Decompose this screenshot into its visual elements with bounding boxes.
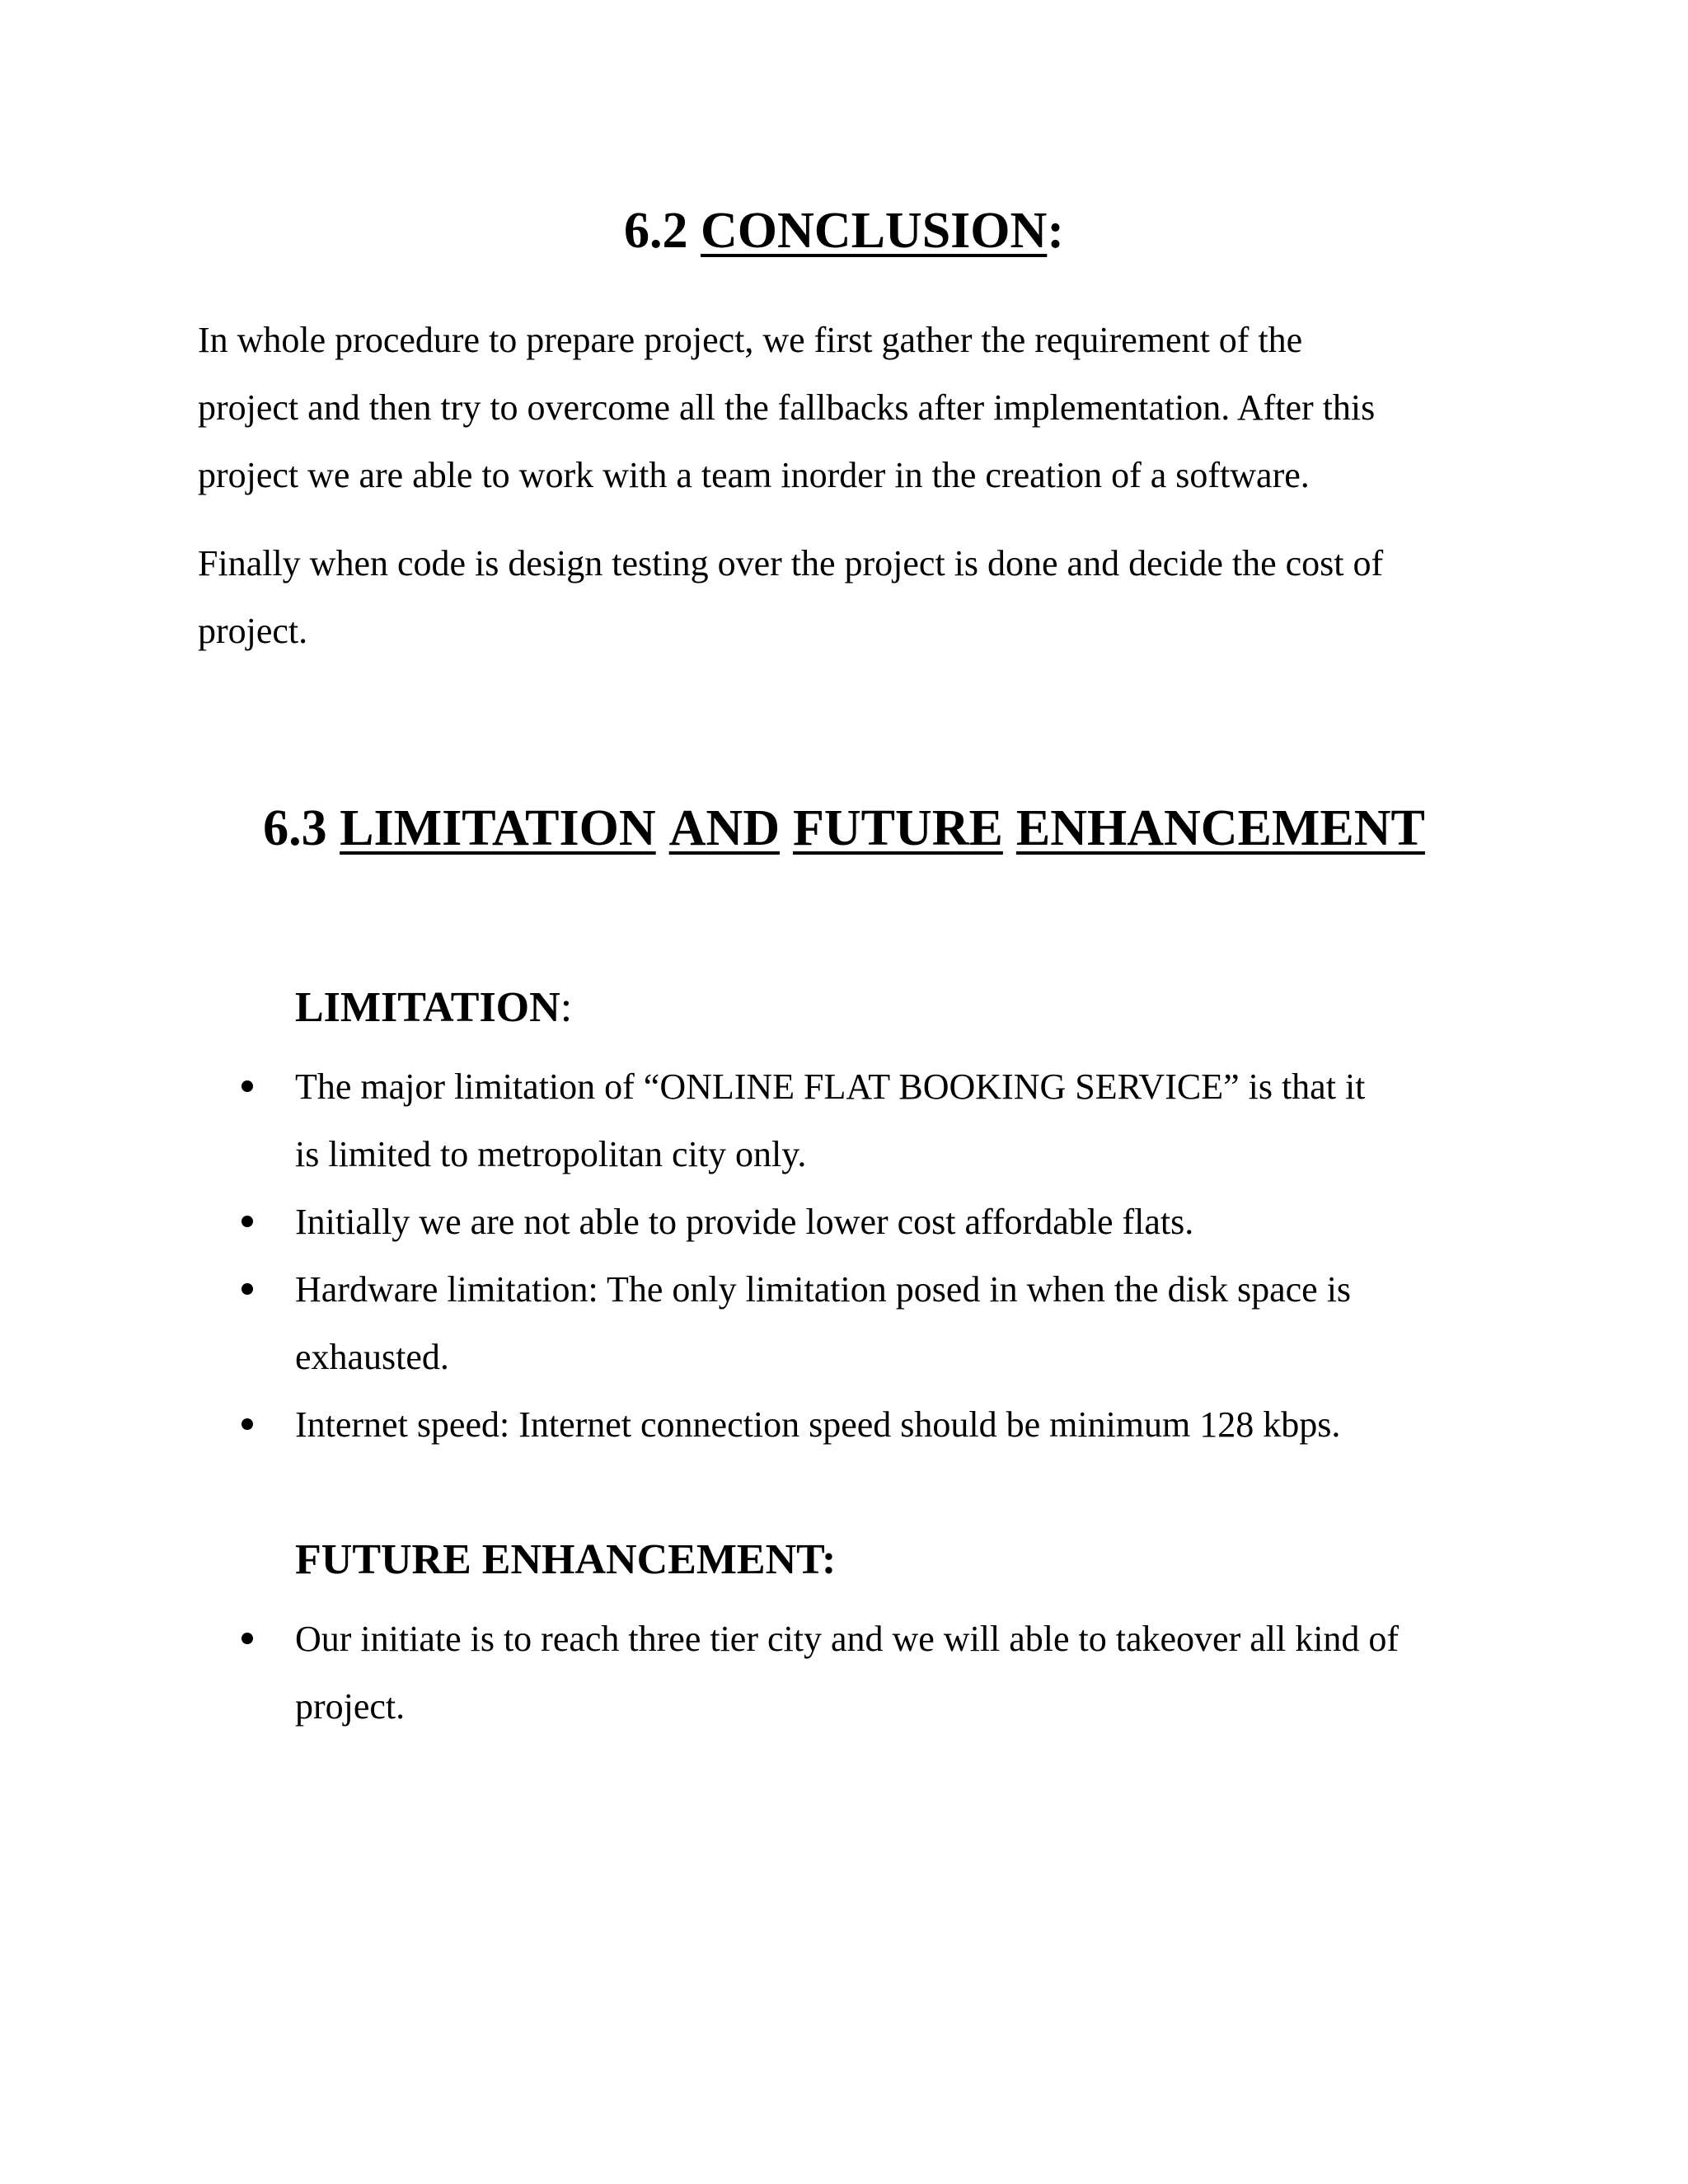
list-item-text bbox=[295, 1391, 1688, 1459]
list-item-text bbox=[295, 1053, 1688, 1188]
limitation-section-word: LIMITATION bbox=[340, 800, 656, 856]
conclusion-paragraph-1 bbox=[198, 307, 1484, 509]
paragraph-line: project and then try to overcome all the fallbacks after implementation. After this bbox=[198, 387, 1376, 428]
future-enhancement-list bbox=[0, 1605, 1688, 1741]
limitation-subheading bbox=[295, 979, 572, 1037]
paragraph-line: In whole procedure to prepare project, we first gather the requirement of the bbox=[198, 320, 1303, 360]
limitation-section-number: 6.3 bbox=[263, 800, 340, 856]
list-item-line: Hardware limitation: The only limitation posed in when the disk space is bbox=[295, 1269, 1352, 1310]
list-item bbox=[0, 1188, 1688, 1256]
list-item-text bbox=[295, 1188, 1688, 1256]
list-item bbox=[0, 1605, 1688, 1741]
list-item-text bbox=[295, 1605, 1688, 1741]
paragraph-line: project. bbox=[198, 611, 308, 651]
paragraph-line: Finally when code is design testing over the project is done and decide the cost of bbox=[198, 543, 1384, 583]
list-item-line: project. bbox=[295, 1686, 406, 1727]
limitation-section-word: ENHANCEMENT bbox=[1015, 800, 1425, 856]
limitation-section-word: AND bbox=[668, 800, 780, 856]
bullet-icon bbox=[241, 1216, 253, 1227]
list-item-line: exhausted. bbox=[295, 1337, 449, 1377]
conclusion-heading-number: 6.2 bbox=[624, 203, 701, 259]
bullet-icon bbox=[241, 1418, 253, 1430]
conclusion-heading-title: CONCLUSION bbox=[701, 203, 1048, 259]
conclusion-heading-colon: : bbox=[1047, 203, 1064, 259]
limitation-list bbox=[0, 1053, 1688, 1459]
paragraph-line: project we are able to work with a team inorder in the creation of a software. bbox=[198, 455, 1310, 495]
list-item-line: Our initiate is to reach three tier city and we will able to takeover all kind of bbox=[295, 1619, 1400, 1659]
bullet-icon bbox=[241, 1633, 253, 1644]
limitation-section-word: FUTURE bbox=[792, 800, 1003, 856]
limitation-subheading-text: LIMITATION bbox=[295, 984, 560, 1031]
list-item-line: The major limitation of “ONLINE FLAT BOOKING SERVICE” is that it bbox=[295, 1066, 1366, 1107]
bullet-icon bbox=[241, 1283, 253, 1295]
limitation-section-heading bbox=[0, 795, 1688, 861]
list-item bbox=[0, 1391, 1688, 1459]
list-item-line: Internet speed: Internet connection speed should be minimum 128 kbps. bbox=[295, 1404, 1341, 1445]
limitation-subheading-colon: : bbox=[560, 984, 573, 1031]
list-item bbox=[0, 1256, 1688, 1391]
future-enhancement-subheading: FUTURE ENHANCEMENT: bbox=[295, 1536, 837, 1583]
list-item bbox=[0, 1053, 1688, 1188]
list-item-line: Initially we are not able to provide lower cost affordable flats. bbox=[295, 1202, 1194, 1242]
bullet-icon bbox=[241, 1080, 253, 1092]
list-item-line: is limited to metropolitan city only. bbox=[295, 1134, 807, 1174]
conclusion-paragraph-2 bbox=[198, 530, 1484, 665]
conclusion-heading bbox=[0, 198, 1688, 264]
list-item-text bbox=[295, 1256, 1688, 1391]
